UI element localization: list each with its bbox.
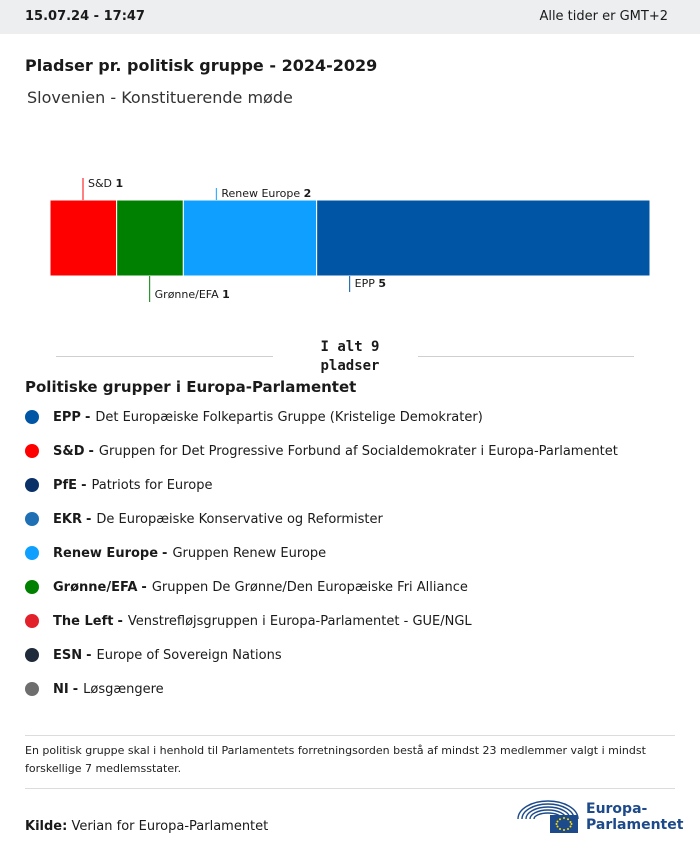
bar-segment xyxy=(117,200,184,276)
bar-label: S&D 1 xyxy=(88,177,124,190)
legend-item xyxy=(25,468,618,502)
bar-label: EPP 5 xyxy=(354,277,387,290)
total-seats xyxy=(300,338,400,376)
legend-item xyxy=(25,638,618,672)
legend-abbr: PfE xyxy=(53,477,78,493)
legend-abbr: S&D xyxy=(53,443,85,459)
legend-description: Europe of Sovereign Nations xyxy=(96,647,282,663)
source-value: Verian for Europa-Parlamentet xyxy=(71,819,269,834)
legend-abbr: NI xyxy=(53,681,69,697)
legend-item xyxy=(25,570,618,604)
legend-separator: - xyxy=(88,443,94,459)
total-line-1: I alt 9 xyxy=(320,339,380,355)
legend-separator: - xyxy=(84,409,91,425)
legend-separator: - xyxy=(85,511,92,527)
divider xyxy=(25,735,675,736)
legend xyxy=(25,400,618,706)
bar-segment xyxy=(317,200,650,276)
legend-separator: - xyxy=(81,477,87,493)
legend-abbr: Grønne/EFA xyxy=(53,579,138,595)
top-bar xyxy=(0,0,700,34)
logo-wordmark xyxy=(586,801,683,833)
legend-item xyxy=(25,536,618,570)
chart-subtitle: Slovenien - Konstituerende møde xyxy=(27,88,293,107)
legend-dot-icon xyxy=(25,648,39,662)
legend-separator: - xyxy=(86,647,92,663)
legend-description: Venstrefløjsgruppen i Europa-Parlamentet - GUE/NGL xyxy=(127,613,472,629)
legend-dot-icon xyxy=(25,444,39,458)
total-divider-right xyxy=(418,356,634,357)
logo-line-2: Parlamentet xyxy=(586,817,684,833)
seat-chart xyxy=(0,160,700,310)
footnote: En politisk gruppe skal i henhold til Parlamentets forretningsorden bestå af mindst 23 medlemmer valgt i mindst forskellige 7 medlemsstater. xyxy=(25,744,646,775)
source xyxy=(25,819,268,834)
legend-separator: - xyxy=(72,681,79,697)
legend-abbr: EPP xyxy=(53,409,81,425)
legend-description: Gruppen Renew Europe xyxy=(172,545,327,561)
datetime: 15.07.24 - 17:47 xyxy=(25,9,145,24)
legend-abbr: ESN xyxy=(53,647,83,663)
logo-line-1: Europa- xyxy=(586,801,648,817)
chart-title: Pladser pr. politisk gruppe - 2024-2029 xyxy=(25,56,378,75)
legend-separator: - xyxy=(141,579,147,595)
bar-segment xyxy=(50,200,117,276)
legend-dot-icon xyxy=(25,478,39,492)
bar-label: Renew Europe 2 xyxy=(221,187,312,200)
legend-title: Politiske grupper i Europa-Parlamentet xyxy=(25,378,357,396)
bar-segment xyxy=(183,200,316,276)
legend-dot-icon xyxy=(25,410,39,424)
legend-dot-icon xyxy=(25,614,39,628)
legend-abbr: Renew Europe xyxy=(53,545,159,561)
europarl-logo xyxy=(516,797,684,837)
legend-item xyxy=(25,502,618,536)
legend-separator: - xyxy=(162,545,168,561)
legend-description: Gruppen for Det Progressive Forbund af Socialdemokrater i Europa-Parlamentet xyxy=(98,443,618,459)
legend-description: De Europæiske Konservative og Reformister xyxy=(96,511,383,527)
legend-item xyxy=(25,400,618,434)
legend-item xyxy=(25,434,618,468)
legend-description: Gruppen De Grønne/Den Europæiske Fri Alliance xyxy=(151,579,468,595)
timezone-note: Alle tider er GMT+2 xyxy=(539,9,668,24)
legend-separator: - xyxy=(117,613,123,629)
legend-description: Det Europæiske Folkepartis Gruppe (Kristelige Demokrater) xyxy=(95,409,483,425)
legend-dot-icon xyxy=(25,546,39,560)
total-divider-left xyxy=(56,356,273,357)
parliament-hemicycle-icon xyxy=(516,797,582,837)
legend-item xyxy=(25,604,618,638)
legend-dot-icon xyxy=(25,580,39,594)
legend-abbr: The Left xyxy=(53,613,114,629)
bar-label: Grønne/EFA 1 xyxy=(154,288,230,301)
total-line-2: pladser xyxy=(320,358,380,374)
legend-description: Løsgængere xyxy=(83,681,164,697)
divider xyxy=(25,788,675,789)
legend-item xyxy=(25,672,618,706)
legend-description: Patriots for Europe xyxy=(91,477,213,493)
legend-abbr: EKR xyxy=(53,511,82,527)
legend-dot-icon xyxy=(25,682,39,696)
legend-dot-icon xyxy=(25,512,39,526)
source-label: Kilde: xyxy=(25,819,68,834)
